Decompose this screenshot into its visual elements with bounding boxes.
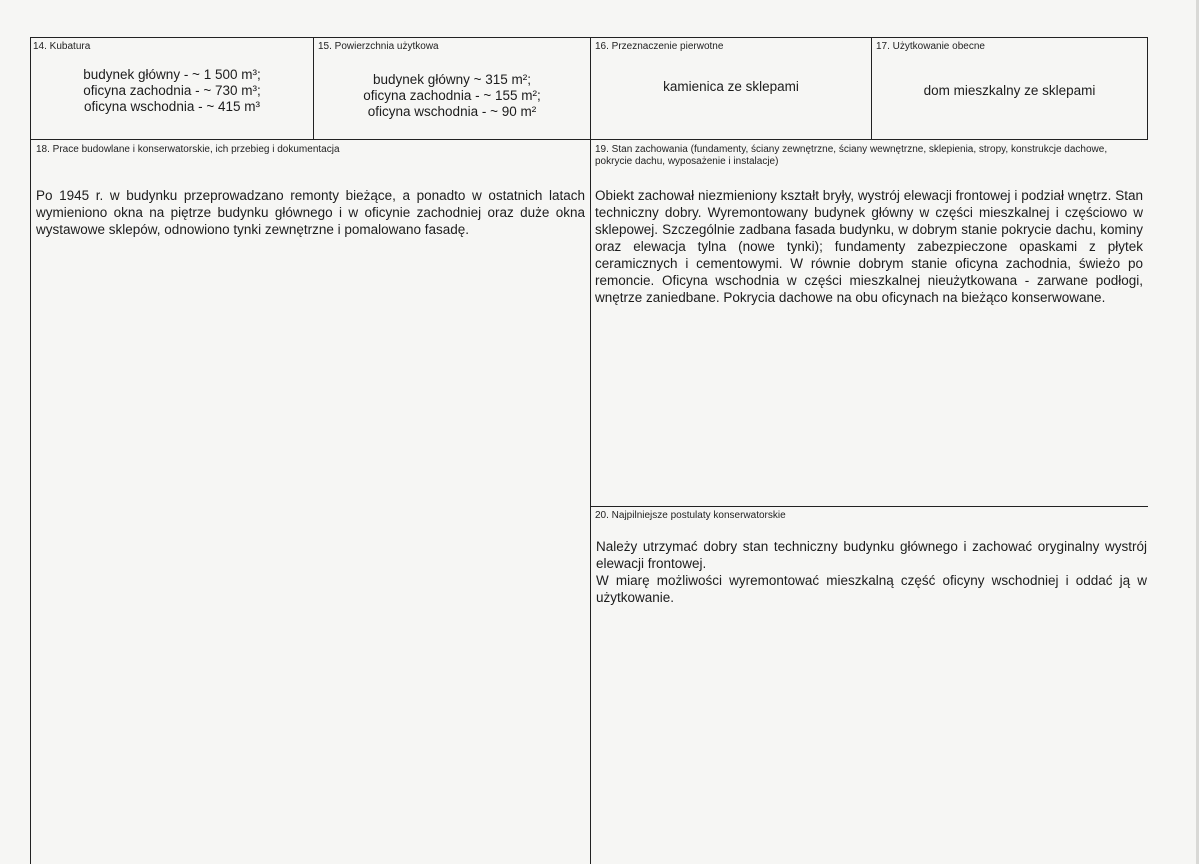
area-east-annex: oficyna wschodnia - ~ 90 m² (367, 104, 537, 119)
section-19-text: Obiekt zachował niezmieniony kształt bryły, wystrój elewacji frontowej i podział wnętrz. Stan techniczny dobry. Wyremontowany budynek główny w części mieszkalnej i częściowo w sklepowej. Szczególnie zadbana fasada budynku, w dobrym stanie pokrycie dachu, kominy oraz elewacja tylna (nowe tynki); fundamenty zabezpieczone opaskami z płytek ceramicznych i cementowymi. W równie dobrym stanie oficyna zachodnia, świeżo po remoncie. Oficyna wschodnia w części mieszkalnej nieużytkowana - zarwane podłogi, wnętrze zaniedbane. Pokrycia dachowe na obu oficynach na bieżąco konserwowane. (595, 188, 1143, 305)
original-purpose-text: kamienica ze sklepami (663, 79, 799, 94)
section-18-label: 18. Prace budowlane i konserwatorskie, ich przebieg i dokumentacja (36, 144, 340, 155)
section-20-text (596, 538, 1147, 606)
section-20-rule (591, 506, 1148, 507)
kubatura-west-annex: oficyna zachodnia - ~ 730 m³; (83, 83, 261, 98)
kubatura-east-annex: oficyna wschodnia - ~ 415 m³ (84, 99, 260, 114)
row-divider-rule (30, 139, 1148, 140)
current-use-text: dom mieszkalny ze sklepami (923, 83, 1096, 98)
center-rule (590, 37, 591, 864)
right-rule (1147, 37, 1148, 139)
original-purpose-value (591, 79, 871, 95)
top-rule (30, 37, 1148, 38)
area-main-building: budynek główny ~ 315 m²; (373, 72, 531, 87)
section-15-label: 15. Powierzchnia użytkowa (318, 41, 439, 52)
kubatura-main-building: budynek główny - ~ 1 500 m³; (83, 67, 261, 82)
section-17-label: 17. Użytkowanie obecne (876, 41, 985, 52)
area-west-annex: oficyna zachodnia - ~ 155 m²; (363, 88, 541, 103)
current-use-value (872, 83, 1147, 99)
section-20-label: 20. Najpilniejsze postulaty konserwatorskie (595, 510, 786, 521)
section-14-values (31, 67, 313, 115)
section-14-label: 14. Kubatura (33, 41, 91, 52)
left-rule (30, 37, 31, 864)
section-18-text: Po 1945 r. w budynku przeprowadzano remonty bieżące, a ponadto w ostatnich latach wymieniono okna na piętrze budynku głównego i w oficynie zachodniej oraz duże okna wystawowe sklepów, odnowiono tynki zewnętrzne i pomalowano fasadę. (36, 188, 585, 237)
section-19-label: 19. Stan zachowania (fundamenty, ściany zewnętrzne, ściany wewnętrzne, sklepienia, stropy, konstrukcje dachowe, pokrycie dachu, wyposażenie i instalacje) (595, 144, 1108, 167)
postulate-paragraph-2: W miarę możliwości wyremontować mieszkalną część oficyny wschodniej i oddać ją w użytkowanie. (596, 573, 1147, 605)
section-16-label: 16. Przeznaczenie pierwotne (595, 41, 724, 52)
section-15-values (314, 72, 590, 120)
postulate-paragraph-1: Należy utrzymać dobry stan techniczny budynku głównego i zachować oryginalny wystrój elewacji frontowej. (596, 539, 1147, 571)
